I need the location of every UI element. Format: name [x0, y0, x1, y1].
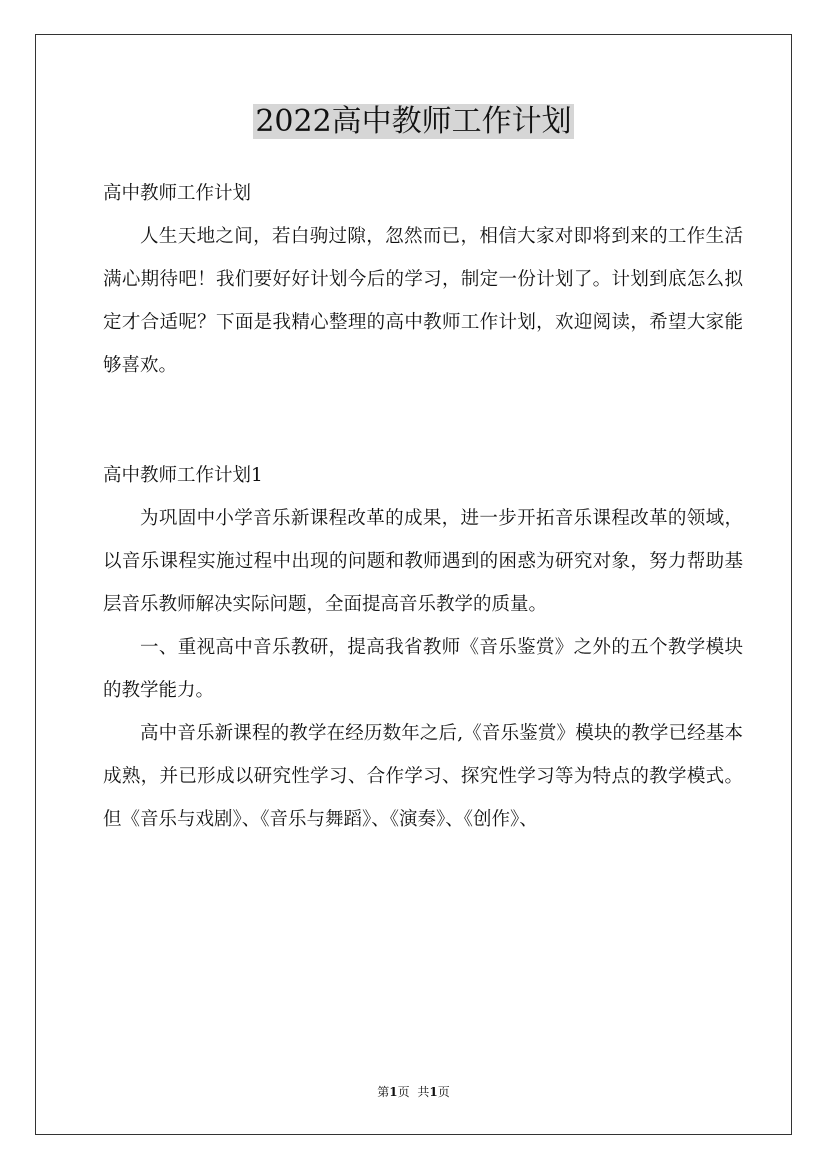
document-title [0, 100, 827, 144]
section1-paragraph-2: 一、重视高中音乐教研，提高我省教师《音乐鉴赏》之外的五个教学模块的教学能力。 [103, 637, 743, 701]
footer-page-prefix: 第 [377, 1085, 390, 1099]
section-spacer [103, 387, 743, 454]
section1-heading: 高中教师工作计划1 [103, 465, 263, 486]
page-footer [0, 1083, 827, 1101]
footer-total-number: 1 [429, 1085, 438, 1099]
document-body [103, 172, 743, 841]
section1-paragraph-1: 为巩固中小学音乐新课程改革的成果，进一步开拓音乐课程改革的领域，以音乐课程实施过程中出现的问题和教师遇到的困惑为研究对象，努力帮助基层音乐教师解决实际问题，全面提高音乐教学的质量。 [103, 508, 743, 615]
document-title-text: 2022高中教师工作计划 [255, 104, 572, 139]
intro-heading: 高中教师工作计划 [103, 183, 252, 204]
footer-page-suffix: 页 [397, 1085, 410, 1099]
section1-paragraph-3: 高中音乐新课程的教学在经历数年之后,《音乐鉴赏》模块的教学已经基本成熟，并已形成以研究性学习、合作学习、探究性学习等为特点的教学模式。但《音乐与戏剧》、《音乐与舞蹈》、《演奏》、《创作》、 [103, 723, 743, 830]
footer-total-prefix: 共 [417, 1085, 430, 1099]
footer-total-suffix: 页 [437, 1085, 450, 1099]
intro-paragraph: 人生天地之间，若白驹过隙，忽然而已，相信大家对即将到来的工作生活满心期待吧！我们要好好计划今后的学习，制定一份计划了。计划到底怎么拟定才合适呢？下面是我精心整理的高中教师工作计划，欢迎阅读，希望大家能够喜欢。 [103, 226, 743, 376]
footer-page-number: 1 [389, 1085, 398, 1099]
